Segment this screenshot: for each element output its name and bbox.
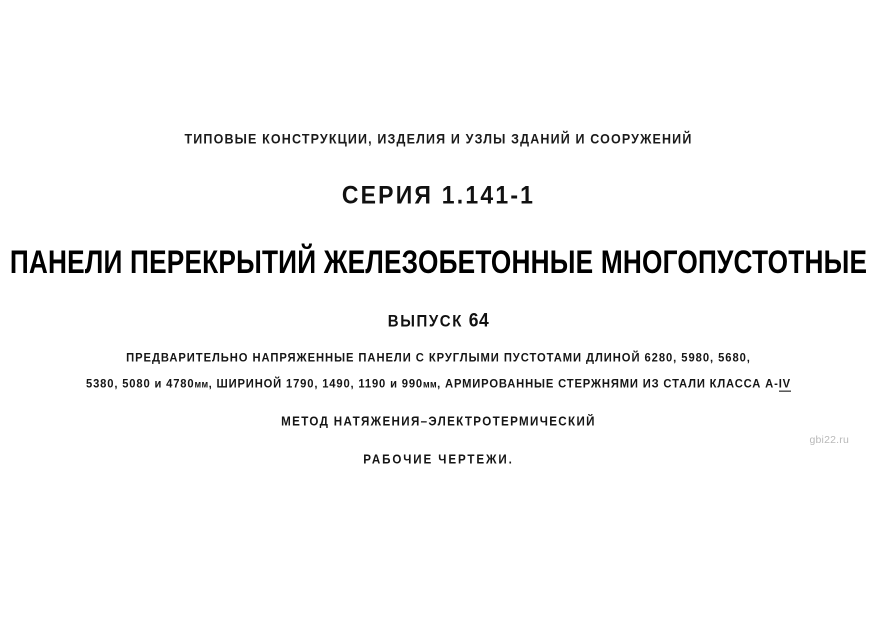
description-line-2-unit1: мм <box>194 378 209 390</box>
main-title-text: ПАНЕЛИ ПЕРЕКРЫТИЙ ЖЕЛЕЗОБЕТОННЫЕ МНОГОПУСТОТНЫЕ <box>9 243 868 281</box>
issue-line <box>0 309 877 332</box>
series-number-text: СЕРИЯ 1.141-1 <box>341 180 536 209</box>
watermark-text: gbi22.ru <box>809 434 849 446</box>
description-line-2-unit2: мм <box>422 378 438 390</box>
description-line-2-part2: , ШИРИНОЙ 1790, 1490, 1190 и 990 <box>208 377 423 391</box>
issue-label: ВЫПУСК <box>387 312 463 331</box>
description-line-2-part3: , АРМИРОВАННЫЕ СТЕРЖНЯМИ ИЗ СТАЛИ КЛАССА А- <box>437 377 779 391</box>
title-block <box>0 132 877 466</box>
drawings-line: РАБОЧИЕ ЧЕРТЕЖИ. <box>363 452 514 467</box>
series-header-text: ТИПОВЫЕ КОНСТРУКЦИИ, ИЗДЕЛИЯ И УЗЛЫ ЗДАНИЙ И СООРУЖЕНИЙ <box>184 131 693 147</box>
description-line-1: ПРЕДВАРИТЕЛЬНО НАПРЯЖЕННЫЕ ПАНЕЛИ С КРУГЛЫМИ ПУСТОТАМИ ДЛИНОЙ 6280, 5980, 5680, <box>126 351 751 365</box>
description-line-2 <box>0 377 877 390</box>
description-line-2-part1: 5380, 5080 и 4780 <box>86 377 195 391</box>
issue-number: 64 <box>468 308 490 331</box>
method-line: МЕТОД НАТЯЖЕНИЯ–ЭЛЕКТРОТЕРМИЧЕСКИЙ <box>281 414 596 429</box>
steel-class-roman: IV <box>778 377 791 391</box>
